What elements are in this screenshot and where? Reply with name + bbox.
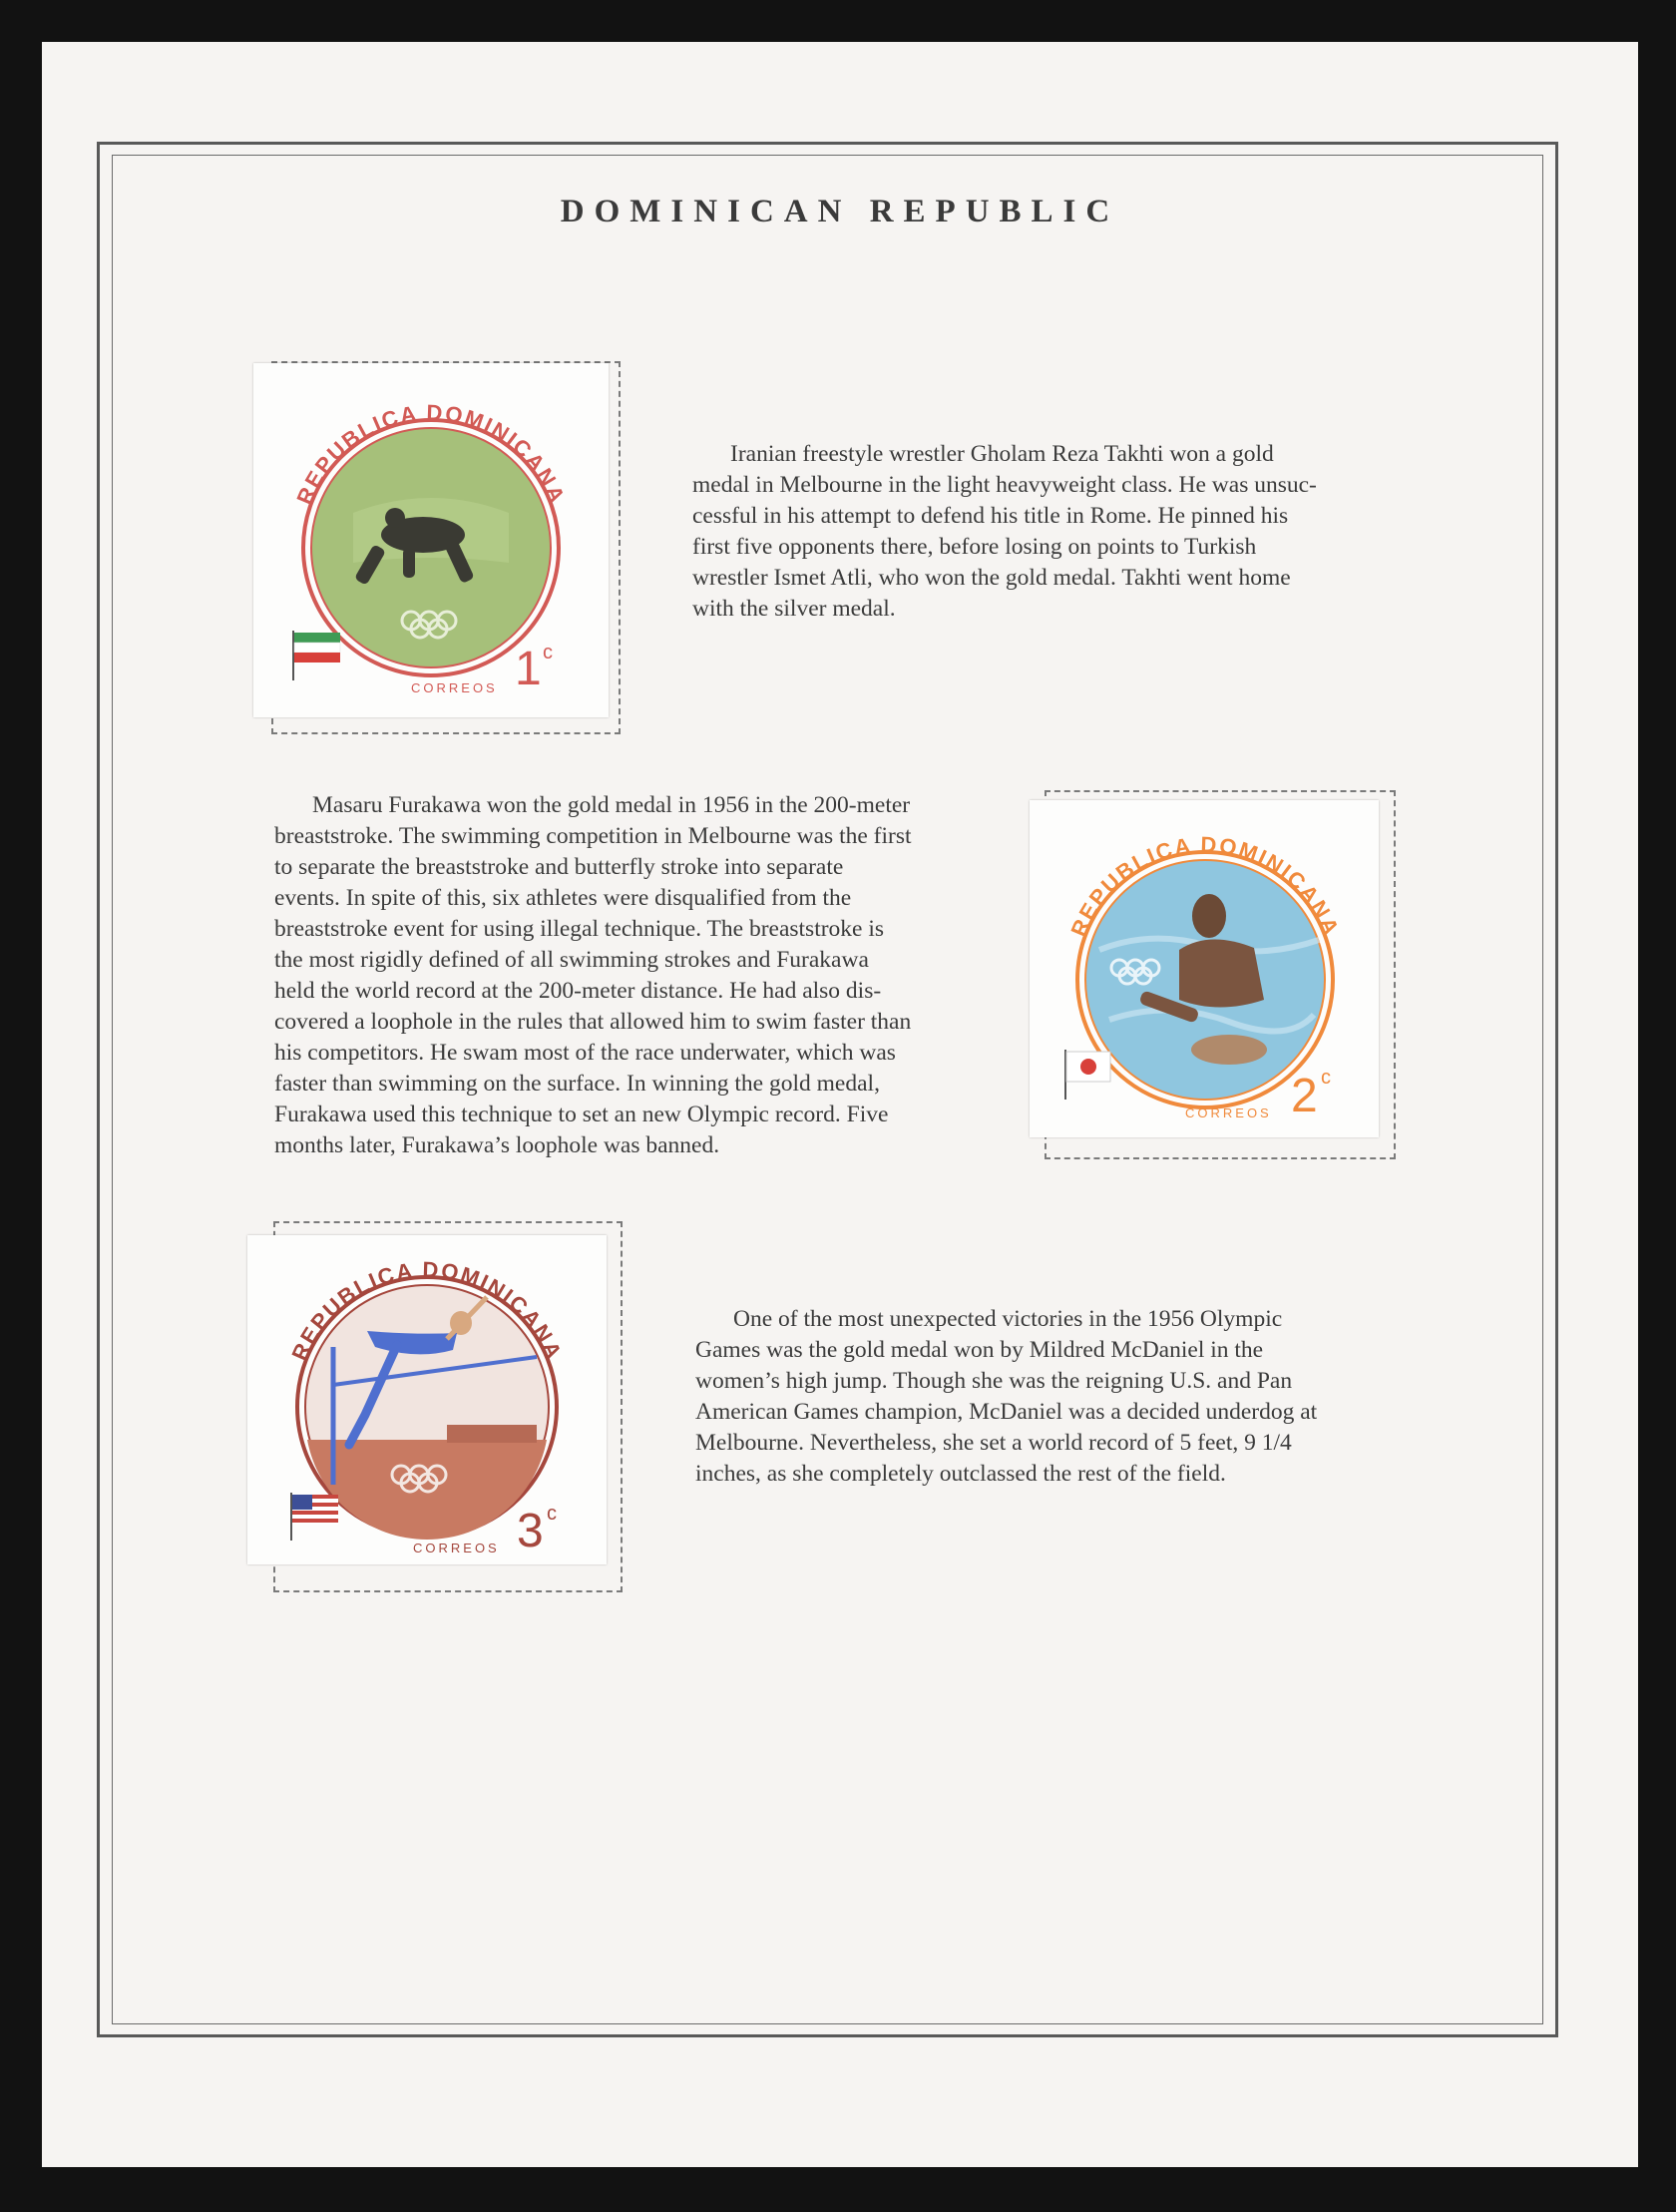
page-title: DOMINICAN REPUBLIC [560, 194, 1120, 229]
stamp-country-label: REPUBLICA DOMINICANA [291, 399, 571, 509]
mcdaniel-description: One of the most unexpected victories in the 1956 Olympic Games was the gold medal won by Mildred McDaniel in the women’s high jump. Though she was the reigning U.S. and Pan American Games champion, McDaniel was a decided underdog at Melbourne. Nevertheless, she set a world record of 5 feet, 9 1/4 inches, as she completely outclassed the rest of the field. [695, 1306, 1318, 1487]
furakawa-description: Masaru Furakawa won the gold medal in 1956 in the 200-meter breaststroke. The swimming competition in Melbourne was the first to separate the breaststroke and butterfly stroke into separate events. In spite of this, six athletes were disqualified from the breaststroke event for using illegal technique. The breaststroke is the most rigidly defined of all swimming strokes and Furakawa held the world record at the 200-meter distance. He had also dis- covered a loophole in the rules that allowed him to swim faster than his competitors. He swam most of the race underwater, which was faster than swimming on the surface. In winning the gold medal, Furakawa used this technique to set an new Olympic record. Five months later, Furakawa’s loophole was banned. [274, 792, 912, 1158]
stamp-denomination: 1 [515, 643, 542, 695]
japan-flag [1065, 1050, 1110, 1100]
stamp-wrestling-art [253, 363, 609, 717]
album-page [42, 42, 1638, 2167]
svg-text:c: c [547, 1503, 557, 1525]
svg-text:3: 3 [517, 1505, 544, 1557]
stamp-swimming-art [1030, 800, 1379, 1137]
svg-text:2: 2 [1291, 1070, 1318, 1122]
svg-text:CORREOS: CORREOS [1185, 1106, 1272, 1120]
svg-text:CORREOS: CORREOS [413, 1541, 500, 1555]
stamp-swimming [1030, 800, 1379, 1137]
stamp-high-jump-art [247, 1235, 607, 1564]
stamp-wrestling [253, 363, 609, 717]
stamp-high-jump [247, 1235, 607, 1564]
stamp-currency: c [543, 642, 553, 664]
svg-text:REPUBLICA DOMINICANA: REPUBLICA DOMINICANA [1065, 831, 1345, 941]
svg-text:REPUBLICA DOMINICANA: REPUBLICA DOMINICANA [286, 1256, 568, 1365]
takhti-description: Iranian freestyle wrestler Gholam Reza Takhti won a gold medal in Melbourne in the light heavyweight class. He was unsuc- cessful in his attempt to defend his title in Rome. He pinned his first five opponents there, before losing on points to Turkish wrestler Ismet Atli, who won the gold medal. Takhti went home with the silver medal. [692, 441, 1317, 622]
usa-flag [291, 1493, 338, 1541]
iran-flag [293, 631, 340, 680]
svg-text:c: c [1321, 1067, 1331, 1089]
stamp-footer: CORREOS [411, 680, 498, 695]
